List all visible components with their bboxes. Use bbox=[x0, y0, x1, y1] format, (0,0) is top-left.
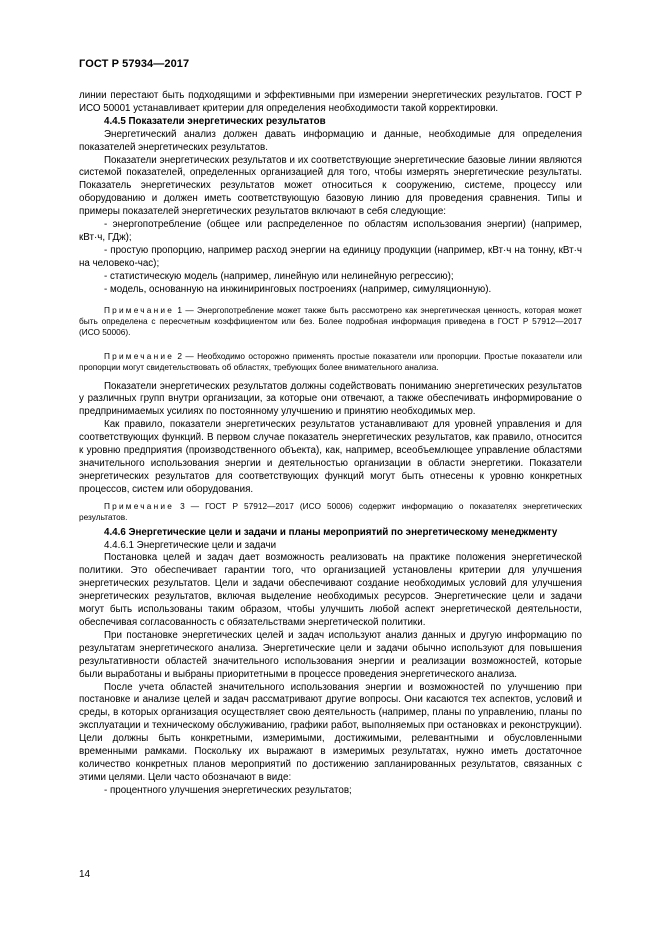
note-1 bbox=[79, 305, 582, 338]
section-heading-4-4-5: 4.4.5 Показатели энергетических результатов bbox=[104, 115, 326, 127]
paragraph: Энергетический анализ должен давать информацию и данные, необходимые для определения показателей энергетических результатов. bbox=[79, 128, 582, 153]
document-body bbox=[79, 90, 582, 798]
note-3 bbox=[79, 501, 582, 523]
paragraph: линии перестают быть подходящими и эффективными при измерении энергетических результатов. ГОСТ Р ИСО 50001 устанавливает критерии для определения необходимости такой корректировки. bbox=[79, 90, 582, 114]
note-text: 1 — Энергопотребление может также быть рассмотрено как энергетическая ценность, которая может быть определена с пересчетным коэффициентом или без. Более подробная информация приведена в ГОСТ Р 57912—2017 (ИСО 50006). bbox=[79, 304, 582, 337]
paragraph: При постановке энергетических целей и задач используют анализ данных и другую информацию по результатам энергетического анализа. Энергетические цели и задачи обычно используют для повышения результативности областей значительного использования энергии и реализации возможностей, которые были выработаны и выбраны приоритетными в процессе проведения энергетического анализа. bbox=[79, 629, 582, 680]
paragraph: Как правило, показатели энергетических результатов устанавливают для уровней управления и для соответствующих функций. В первом случае показатель энергетических результатов, как правило, относится к уровню предприятия (производственного объекта), как, например, всеобъемлющее управление областями значительного использования энергии и деятельностью организации в области энергетики. Показатели энергетических результатов для соответствующих функций могут быть отнесены к уровню конкретных процессов, систем или оборудования. bbox=[79, 419, 582, 495]
paragraph: Показатели энергетических результатов должны содействовать пониманию энергетических результатов у различных групп внутри организации, за которые они отвечают, а также обеспечивать информирование о предпринимаемых усилиях по постоянному улучшению и принятию необходимых мер. bbox=[79, 380, 582, 418]
list-item: - модель, основанную на инжиниринговых построениях (например, симуляционную). bbox=[104, 283, 492, 295]
paragraph: Показатели энергетических результатов и их соответствующие энергетические базовые линии являются системой показателей, определенных организацией для того, чтобы измерять энергетические результаты. Показатель энергетических результатов может относиться к сооружению, системе, процессу или оборудованию и должен иметь соответствующую базовую линию для проведения сравнения. Типы и примеры показателей энергетических результатов включают в себя следующие: bbox=[79, 154, 582, 218]
list-item: - статистическую модель (например, линейную или нелинейную регрессию); bbox=[104, 270, 454, 282]
list-item: - простую пропорцию, например расход энергии на единицу продукции (например, кВт·ч на тонну, кВт·ч на человеко-час); bbox=[79, 244, 582, 269]
subsection-heading-4-4-6-1: 4.4.6.1 Энергетические цели и задачи bbox=[104, 539, 277, 551]
paragraph: После учета областей значительного использования энергии и возможностей по улучшению при постановке и анализе целей и задач рассматривают другие вопросы. Они касаются тех аспектов, условий и среды, в которых организация осуществляет свою деятельность (например, планы по управлению, планы по эксплуатации и техническому обслуживанию, графики работ, выполняемых при остановках и реконструкции). Цели должны быть конкретными, измеримыми, достижимыми, релевантными и обусловленными временными рамками. Поскольку их выражают в измеримых результатах, нужно иметь достаточное количество конкретных планов мероприятий по достижению запланированных результатов, связанных с этими целями. Цели часто обозначают в виде: bbox=[79, 681, 582, 783]
page-number: 14 bbox=[79, 869, 91, 880]
note-label: Примечание bbox=[104, 350, 175, 361]
section-heading-4-4-6: 4.4.6 Энергетические цели и задачи и планы мероприятий по энергетическому менеджменту bbox=[104, 526, 558, 538]
note-label: Примечание bbox=[104, 304, 175, 315]
note-text: 3 — ГОСТ Р 57912—2017 (ИСО 50006) содержит информацию о показателях энергетических результатов. bbox=[79, 500, 582, 522]
note-text: 2 — Необходимо осторожно применять простые показатели или пропорции. Простые показатели или пропорции могут свидетельствовать об областях, требующих более внимательного анализа. bbox=[79, 350, 582, 372]
note-label: Примечание bbox=[104, 500, 175, 511]
list-item: - процентного улучшения энергетических результатов; bbox=[104, 784, 352, 796]
note-2 bbox=[79, 351, 582, 373]
paragraph: Постановка целей и задач дает возможность реализовать на практике положения энергетической политики. Это обеспечивает гарантии того, что организацией установлены критерии для улучшения энергетических результатов. Цели и задачи обеспечивают создание необходимых условий для улучшения энергетических результатов, включая выделение необходимых ресурсов. Энергетические цели и задачи могут быть использованы таким образом, чтобы улучшить любой аспект энергетической деятельности, обеспечивая согласованность с обязательствами энергетической политики. bbox=[79, 552, 582, 628]
standard-header: ГОСТ Р 57934—2017 bbox=[79, 58, 190, 70]
list-item: - энергопотребление (общее или распределенное по областям использования энергии) (например, кВт·ч, ГДж); bbox=[79, 219, 582, 243]
